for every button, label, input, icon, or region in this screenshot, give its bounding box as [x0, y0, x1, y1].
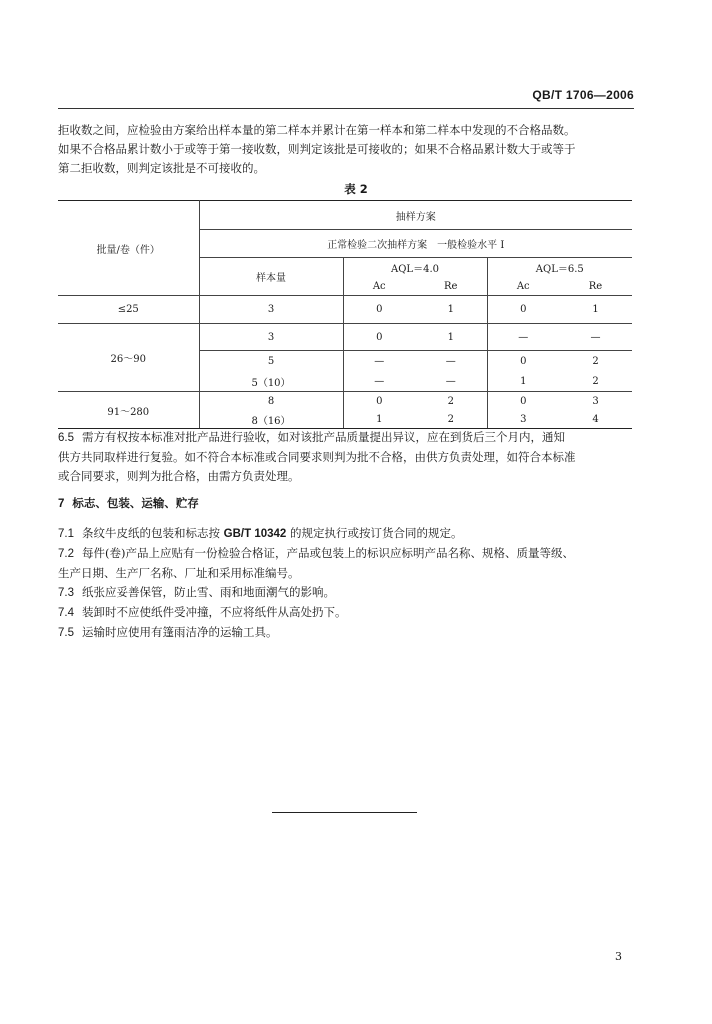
- clause-7-3: [58, 583, 634, 603]
- clause-line: 供方共同取样进行复验。如不符合本标准或合同要求则判为批不合格，由供方负责处理，如符合本标准: [58, 450, 576, 464]
- sample-cell: 3: [199, 324, 343, 351]
- intro-line: 拒收数之间，应检验由方案给出样本量的第二样本并累计在第一样本和第二样本中发现的不合格品数。: [58, 123, 576, 137]
- re-header: Re: [415, 277, 487, 296]
- aql-4-header: AQL＝4.0: [343, 258, 487, 278]
- header-rule: [58, 108, 634, 109]
- ac-cell: 0: [520, 355, 527, 367]
- re-cell: —: [415, 351, 487, 372]
- clause-7-4: [58, 603, 634, 623]
- clause-line: 或合同要求，则判为批合格，由需方负责处理。: [58, 469, 300, 483]
- clause-text: 每件(卷)产品上应贴有一份检验合格证，产品或包装上的标识应标明产品名称、规格、质量等级、: [82, 546, 574, 560]
- clause-number: 7.1: [58, 528, 74, 540]
- table-row: [58, 296, 632, 324]
- ac-cell: 1: [343, 410, 415, 429]
- re-cell: 2: [592, 355, 599, 367]
- section-title: [58, 494, 634, 514]
- table-caption: 表 2: [344, 182, 368, 196]
- ac-cell: —: [487, 324, 559, 351]
- ac-cell: 3: [487, 410, 559, 429]
- intro-line: 如果不合格品累计数小于或等于第一接收数，则判定该批是可接收的；如果不合格品累计数大于或等于: [58, 142, 576, 156]
- section-7-heading: [58, 494, 634, 514]
- batch-cell: 91～280: [58, 392, 199, 429]
- re-cell: 2: [415, 392, 487, 411]
- clause-7-5: [58, 623, 634, 643]
- ac-header: Ac: [343, 277, 415, 296]
- clause-text: 条纹牛皮纸的包装和标志按: [82, 526, 220, 540]
- aql-6-5-header: AQL＝6.5: [535, 264, 584, 275]
- re-cell: 2: [415, 410, 487, 429]
- re-cell: 1: [415, 296, 487, 324]
- clause-text: 需方有权按本标准对批产品进行验收，如对该批产品质量提出异议，应在到货后三个月内，通知: [82, 430, 565, 444]
- sample-cell: 8（16）: [199, 410, 343, 429]
- batch-cell: 26～90: [58, 324, 199, 392]
- ac-cell: —: [374, 355, 385, 367]
- clause-line: [58, 428, 634, 448]
- ac-cell: —: [343, 371, 415, 392]
- intro-line: 第二拒收数，则判定该批是不可接收的。: [58, 161, 265, 175]
- sample-cell: 5: [199, 351, 343, 372]
- ac-cell: 0: [343, 324, 415, 351]
- page-number: 3: [615, 950, 622, 963]
- clause-text: 纸张应妥善保管，防止雪、雨和地面潮气的影响。: [82, 585, 335, 599]
- clause-number: 7.2: [58, 548, 74, 560]
- re-header: Re: [559, 277, 632, 296]
- ac-cell: 0: [376, 395, 383, 407]
- clause-line: 生产日期、生产厂名称、厂址和采用标准编号。: [58, 566, 300, 580]
- sample-cell: 3: [199, 296, 343, 324]
- ac-header: Ac: [487, 277, 559, 296]
- clause-number: 6.5: [58, 432, 74, 444]
- batch-cell: ≤25: [58, 296, 199, 324]
- sample-cell: 5（10）: [199, 371, 343, 392]
- re-cell: 2: [559, 371, 632, 392]
- re-cell: —: [559, 324, 632, 351]
- clause-text: 的规定执行或按订货合同的规定。: [289, 526, 463, 540]
- re-cell: 4: [559, 410, 632, 429]
- clause-6-5: [58, 428, 634, 486]
- clause-text: 运输时应使用有篷雨洁净的运输工具。: [82, 625, 278, 639]
- re-cell: —: [415, 371, 487, 392]
- col-batch-header: 批量/卷（件）: [58, 201, 199, 296]
- clause-number: 7.3: [58, 587, 74, 599]
- sample-cell: 8: [199, 392, 343, 411]
- ac-cell: 1: [487, 371, 559, 392]
- clause-7-1: [58, 524, 634, 544]
- scheme-subtitle: 正常检验二次抽样方案 一般检验水平 I: [199, 230, 632, 258]
- section-number: 7: [58, 498, 65, 510]
- ac-cell: 0: [520, 395, 527, 407]
- clause-number: 7.4: [58, 607, 74, 619]
- standard-reference: GB/T 10342: [223, 528, 287, 540]
- scheme-title: 抽样方案: [199, 201, 632, 230]
- re-cell: 1: [415, 324, 487, 351]
- re-cell: 1: [559, 296, 632, 324]
- re-cell: 3: [592, 395, 599, 407]
- sampling-table: [58, 200, 632, 429]
- section-7-clauses: [58, 524, 634, 643]
- ac-cell: 0: [487, 296, 559, 324]
- clause-text: 装卸时不应使纸件受冲撞，不应将纸件从高处扔下。: [82, 605, 347, 619]
- table-row: [58, 324, 632, 351]
- section-title-text: 标志、包装、运输、贮存: [72, 496, 199, 510]
- ac-cell: 0: [343, 296, 415, 324]
- table-row: [58, 392, 632, 411]
- intro-paragraph: [58, 121, 634, 178]
- end-of-document-rule: [272, 812, 417, 813]
- clause-number: 7.5: [58, 627, 74, 639]
- standard-code: QB/T 1706—2006: [532, 88, 634, 102]
- col-sample-header: 样本量: [199, 258, 343, 296]
- table-header-row: [58, 201, 632, 230]
- clause-7-2: [58, 544, 634, 564]
